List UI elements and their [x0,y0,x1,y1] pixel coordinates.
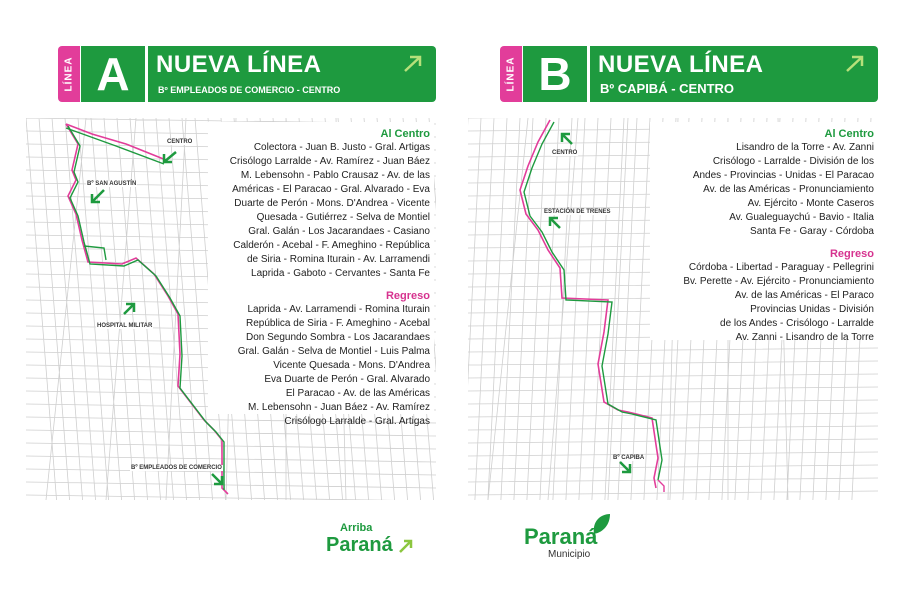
route-line: Crisólogo Larralde - Gral. Artigas [284,416,430,427]
line-b-regreso-list [656,261,874,345]
municipio-parana-text: Paraná [524,524,598,549]
map-label-centro: CENTRO [167,139,193,145]
diagonal-arrow-icon [402,54,424,74]
route-line: M. Lebensohn - Juan Báez - Av. Ramírez [248,402,430,413]
route-line: Calderón - Acebal - F. Ameghino - República [233,240,430,251]
map-label-capiba: Bº CAPIBA [613,455,645,461]
line-b-route-alt [658,480,664,492]
line-a-tag-label: LÍNEA [63,56,75,92]
map-label-empleados-comercio: Bº EMPLEADOS DE COMERCIO [131,465,222,471]
route-line: Av. de las Américas - Pronunciamiento [703,184,874,195]
line-a-route-description [208,122,434,427]
map-label-hospital-militar: HOSPITAL MILITAR [97,323,153,329]
route-line: Américas - El Paracao - Gral. Alvarado - Eva [232,184,430,195]
route-line: Av. Zanni - Lisandro de la Torre [735,332,874,343]
route-line: Vicente Quesada - Mons. D'Andrea [273,360,430,371]
route-line: Crisólogo Larralde - Av. Ramírez - Juan Báez [229,156,430,167]
line-b-tag [500,46,522,102]
line-b-tag-label: LÍNEA [505,56,517,92]
route-line: El Paracao - Av. de las Américas [285,388,430,399]
line-b-al-centro-title: Al Centro [824,128,874,140]
route-line: Av. Gualeguaychú - Bavio - Italia [729,212,874,223]
line-a-letter: A [81,46,145,102]
line-a-al-centro-list [214,141,430,281]
line-a-regreso-list [214,303,430,429]
line-a-subtitle: Bº EMPLEADOS DE COMERCIO - CENTRO [158,85,341,95]
municipio-text: Municipio [548,549,591,560]
route-line: Andes - Provincias - Unidas - El Paracao [692,170,874,181]
route-line: Colectora - Juan B. Justo - Gral. Artigas [253,142,430,153]
line-a-tag [58,46,80,102]
line-a-regreso-title: Regreso [385,290,430,302]
line-a-al-centro-title: Al Centro [380,128,430,140]
route-line: Crisólogo - Larralde - División de los [712,156,874,167]
map-label-centro: CENTRO [552,150,578,156]
diagonal-arrow-icon [844,54,866,74]
route-line: Laprida - Av. Larramendi - Romina Iturain [247,304,430,315]
route-line: Gral. Galán - Selva de Montiel - Luis Palma [237,346,430,357]
route-line: Laprida - Gaboto - Cervantes - Santa Fe [251,268,430,279]
line-b-route-description [650,122,878,343]
arriba-parana-logo [326,520,446,560]
line-b-letter: B [523,46,587,102]
route-line: Don Segundo Sombra - Los Jacarandaes [245,332,430,343]
route-line: Gral. Galán - Los Jacarandaes - Casiano [248,226,430,237]
route-line: Bv. Perette - Av. Ejército - Pronunciamiento [683,276,874,287]
route-line: Av. de las Américas - El Paraco [734,290,874,301]
route-line: M. Lebensohn - Pablo Crausaz - Av. de las [240,170,430,181]
route-line: Eva Duarte de Perón - Gral. Alvarado [264,374,430,385]
route-line: Lisandro de la Torre - Av. Zanni [736,142,874,153]
route-line: Córdoba - Libertad - Paraguay - Pellegrini [688,262,874,273]
line-b-header [500,46,878,102]
map-label-estacion-trenes: ESTACIÓN DE TRENES [544,209,611,215]
line-b-al-centro-list [656,141,874,239]
line-b-regreso-title: Regreso [829,248,874,260]
map-label-san-agustin: Bº SAN AGUSTÍN [87,181,137,187]
route-line: República de Siria - F. Ameghino - Acebal [246,318,430,329]
diagonal-arrow-icon [398,538,414,554]
route-line: Quesada - Gutiérrez - Selva de Montiel [256,212,430,223]
line-a-title: NUEVA LÍNEA [156,51,322,78]
route-line: de los Andes - Crisólogo - Larralde [720,318,874,329]
arriba-text: Arriba [340,522,373,534]
municipio-parana-logo [518,512,628,562]
line-b-title-box [590,46,878,102]
arriba-parana-text: Paraná [326,534,393,556]
route-line: Av. Ejército - Monte Caseros [747,198,874,209]
line-b-route-green [524,122,662,480]
line-b-title: NUEVA LÍNEA [598,51,764,78]
line-a-title-box [148,46,436,102]
line-b-subtitle: Bº CAPIBÁ - CENTRO [600,81,735,96]
route-line: de Siria - Romina Iturain - Av. Larramendi [246,254,430,265]
line-a-header [58,46,436,102]
route-line: Santa Fe - Garay - Córdoba [750,226,874,237]
route-line: Provincias Unidas - División [750,304,874,315]
route-line: Duarte de Perón - Mons. D'Andrea - Vicente [234,198,430,209]
